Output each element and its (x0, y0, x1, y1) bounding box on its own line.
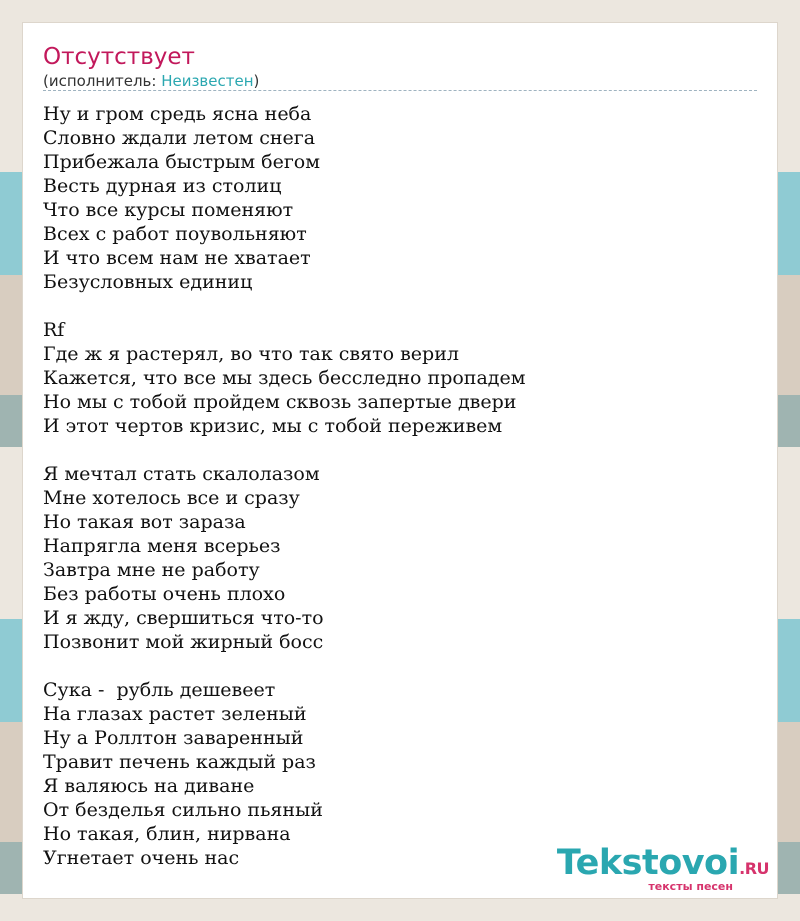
logo-name: Tekstovoi (556, 843, 740, 883)
logo-tagline: тексты песен (648, 880, 733, 893)
lyrics-line: Завтра мне не работу (43, 559, 260, 581)
lyrics-line: На глазах растет зеленый (43, 703, 307, 725)
lyrics-line: Без работы очень плохо (43, 583, 286, 605)
lyrics-line: Что все курсы поменяют (43, 199, 294, 221)
lyrics-text (43, 102, 743, 894)
lyrics-line: И что всем нам не хватает (43, 247, 311, 269)
artist-suffix: ) (253, 72, 260, 90)
lyrics-stanza (43, 462, 743, 654)
lyrics-line: Кажется, что все мы здесь бесследно пропадем (43, 367, 526, 389)
lyrics-line: Безусловных единиц (43, 271, 253, 293)
lyrics-line: Травит печень каждый раз (43, 751, 316, 773)
lyrics-stanza (43, 678, 743, 870)
lyrics-line: Ну а Роллтон заваренный (43, 727, 304, 749)
lyrics-line: Прибежала быстрым бегом (43, 151, 320, 173)
lyrics-line: И этот чертов кризис, мы с тобой переживем (43, 415, 503, 437)
lyrics-line: Угнетает очень нас (43, 847, 240, 869)
lyrics-line: Словно ждали летом снега (43, 127, 316, 149)
artist-line (43, 71, 259, 91)
lyrics-line: Rf (43, 319, 65, 341)
lyrics-line: Но мы с тобой пройдем сквозь запертые двери (43, 391, 517, 413)
logo-domain: .RU (739, 859, 769, 878)
lyrics-line: Мне хотелось все и сразу (43, 487, 300, 509)
lyrics-line: Но такая, блин, нирвана (43, 823, 291, 845)
lyrics-line: Но такая вот зараза (43, 511, 246, 533)
lyrics-line: Я мечтал стать скалолазом (43, 463, 320, 485)
lyrics-stanza (43, 318, 743, 438)
lyrics-line: Позвонит мой жирный босс (43, 631, 324, 653)
lyrics-line: Сука - рубль дешевеет (43, 679, 276, 701)
lyrics-stanza (43, 102, 743, 294)
song-title: Отсутствует (43, 44, 195, 70)
lyrics-line: Где ж я растерял, во что так свято верил (43, 343, 459, 365)
lyrics-line: Я валяюсь на диване (43, 775, 255, 797)
site-logo[interactable] (557, 845, 769, 894)
lyrics-line: От безделья сильно пьяный (43, 799, 323, 821)
artist-prefix: (исполнитель: (43, 72, 162, 90)
lyrics-line: И я жду, свершиться что-то (43, 607, 324, 629)
artist-link[interactable]: Неизвестен (161, 72, 254, 90)
lyrics-card (22, 22, 778, 899)
lyrics-line: Напрягла меня всерьез (43, 535, 281, 557)
lyrics-line: Ну и гром средь ясна неба (43, 103, 312, 125)
lyrics-line: Весть дурная из столиц (43, 175, 282, 197)
title-divider (43, 90, 757, 91)
lyrics-line: Всех с работ поувольняют (43, 223, 307, 245)
